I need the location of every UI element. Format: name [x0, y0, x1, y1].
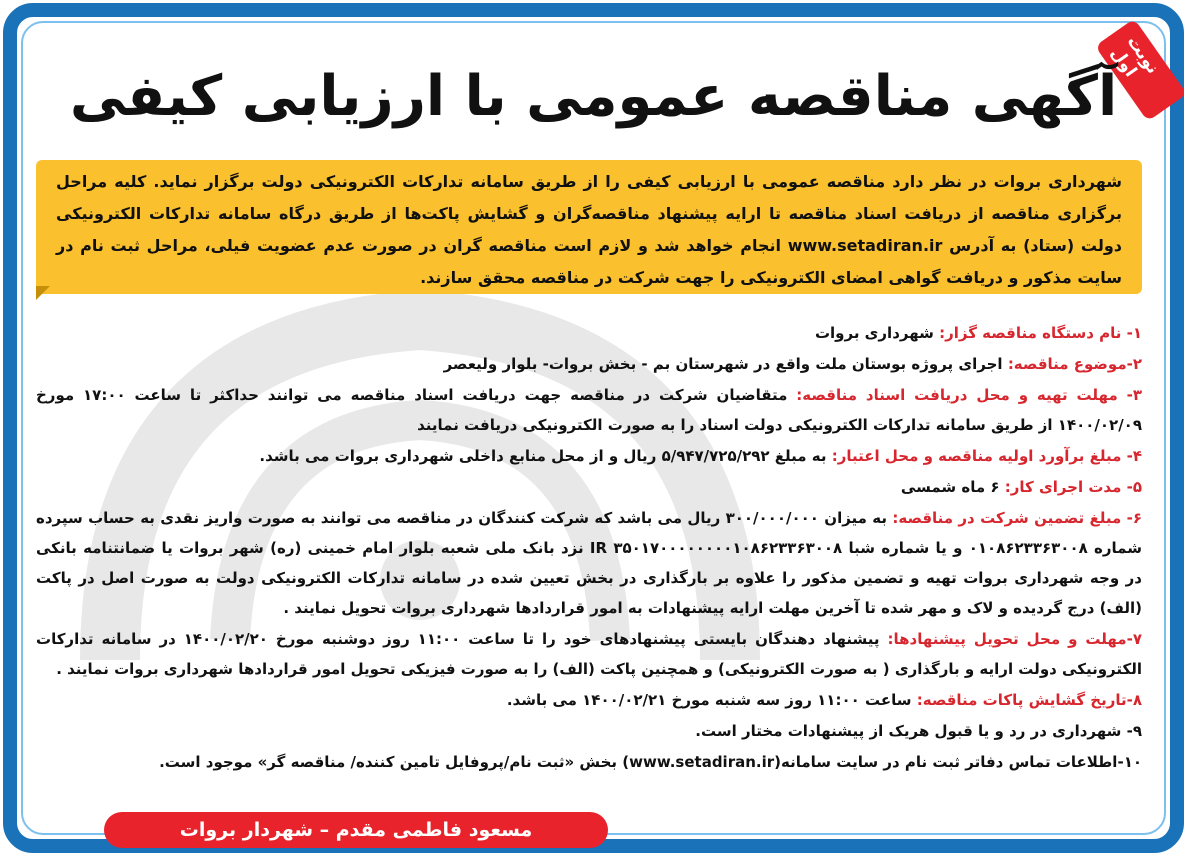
signature-footer: مسعود فاطمی مقدم – شهردار بروات — [104, 812, 608, 848]
list-item — [36, 472, 1142, 502]
list-item — [36, 716, 1142, 746]
item-text: به میزان ۳۰۰/۰۰۰/۰۰۰ ریال می باشد که شرکت کنندگان در مناقصه می توانند به صورت واریز نقدی به حساب سپرده شماره ۰۱۰۸۶۲۳۳۶۳۰۰۸ و یا شماره شبا IR ۳۵۰۱۷۰۰۰۰۰۰۰۰۱۰۸۶۲۳۳۶۳۰۰۸ نزد بانک ملی شعبه بلوار امام خمینی (ره) شهر بروات یا ضمانتنامه بانکی در وجه شهرداری بروات تهیه و تضمین مذکور را علاوه بر بارگذاری در بخش تعیین شده در سامانه تدارکات الکترونیکی دولت به صورت اصل در پاکت (الف) درج گردیده و لاک و مهر شده تا آخرین مهلت ارایه پیشنهادات به امور قراردادها شهرداری بروات تحویل نمایند . — [36, 509, 1142, 617]
item-label: ۳- مهلت تهیه و محل دریافت اسناد مناقصه: — [796, 386, 1143, 404]
page-title: آگهی مناقصه عمومی با ارزیابی کیفی — [69, 64, 1118, 129]
intro-paragraph: شهرداری بروات در نظر دارد مناقصه عمومی با ارزیابی کیفی را از طریق سامانه تدارکات الکترونیکی دولت برگزار نماید. کلیه مراحل برگزاری مناقصه از دریافت اسناد مناقصه تا ارایه پیشنهاد مناقصه‌گران و گشایش پاکت‌ها از طریق درگاه سامانه تدارکات الکترونیکی دولت (ستاد) به آدرس www.setadiran.ir انجام خواهد شد و لازم است مناقصه گران در صورت عدم عضویت فیلی، مراحل ثبت نام در سایت مذکور و دریافت گواهی امضای الکترونیکی را جهت شرکت در مناقصه محقق سازند. — [36, 160, 1142, 294]
item-label: ۶- مبلغ تضمین شرکت در مناقصه: — [892, 509, 1142, 527]
tender-items-list — [36, 318, 1142, 778]
item-label: ۱- نام دستگاه مناقصه گزار: — [939, 324, 1142, 342]
item-text: متقاضیان شرکت در مناقصه جهت دریافت اسناد مناقصه می توانند حداکثر تا ساعت ۱۷:۰۰ مورخ ۱۴۰۰/۰۲/۰۹ از طریق سامانه تدارکات الکترونیکی دولت اسناد را به صورت الکترونیکی دریافت نمایند — [36, 386, 1142, 434]
item-text: ۹- شهرداری در رد و یا قبول هریک از پیشنهادات مختار است. — [695, 722, 1142, 740]
item-text: ساعت ۱۱:۰۰ روز سه شنبه مورخ ۱۴۰۰/۰۲/۲۱ می باشد. — [506, 691, 917, 709]
list-item — [36, 503, 1142, 623]
list-item — [36, 441, 1142, 471]
list-item — [36, 685, 1142, 715]
item-label: ۴- مبلغ برآورد اولیه مناقصه و محل اعتبار: — [831, 447, 1142, 465]
item-text: ۱۰-اطلاعات تماس دفاتر ثبت نام در سایت سامانه(www.setadiran.ir) بخش «ثبت نام/پروفایل تامین کننده/ مناقصه گر» موجود است. — [159, 753, 1142, 771]
list-item — [36, 380, 1142, 440]
item-text: شهرداری بروات — [814, 324, 940, 342]
item-label: ۵- مدت اجرای کار: — [1004, 478, 1142, 496]
item-text: ۶ ماه شمسی — [900, 478, 1005, 496]
list-item — [36, 349, 1142, 379]
item-text: اجرای پروژه بوستان ملت واقع در شهرستان بم - بخش بروات- بلوار ولیعصر — [443, 355, 1008, 373]
item-label: ۷-مهلت و محل تحویل پیشنهادها: — [887, 630, 1142, 648]
list-item — [36, 747, 1142, 777]
item-text: پیشنهاد دهندگان بایستی پیشنهادهای خود را تا ساعت ۱۱:۰۰ روز دوشنبه مورخ ۱۴۰۰/۰۲/۲۰ در سامانه تدارکات الکترونیکی دولت ارایه و بارگذاری ( به صورت الکترونیکی) و همچنین پاکت (الف) را به صورت فیزیکی تحویل امور قراردادها شهرداری بروات نمایند . — [36, 630, 1142, 678]
list-item — [36, 624, 1142, 684]
intro-fold-corner — [36, 286, 50, 300]
item-label: ۸-تاریخ گشایش پاکات مناقصه: — [916, 691, 1142, 709]
list-item — [36, 318, 1142, 348]
item-text: به مبلغ ۵/۹۴۷/۷۲۵/۲۹۲ ریال و از محل منابع داخلی شهرداری بروات می باشد. — [259, 447, 832, 465]
first-publication-badge: نوبت اول — [1095, 19, 1187, 122]
item-label: ۲-موضوع مناقصه: — [1007, 355, 1142, 373]
